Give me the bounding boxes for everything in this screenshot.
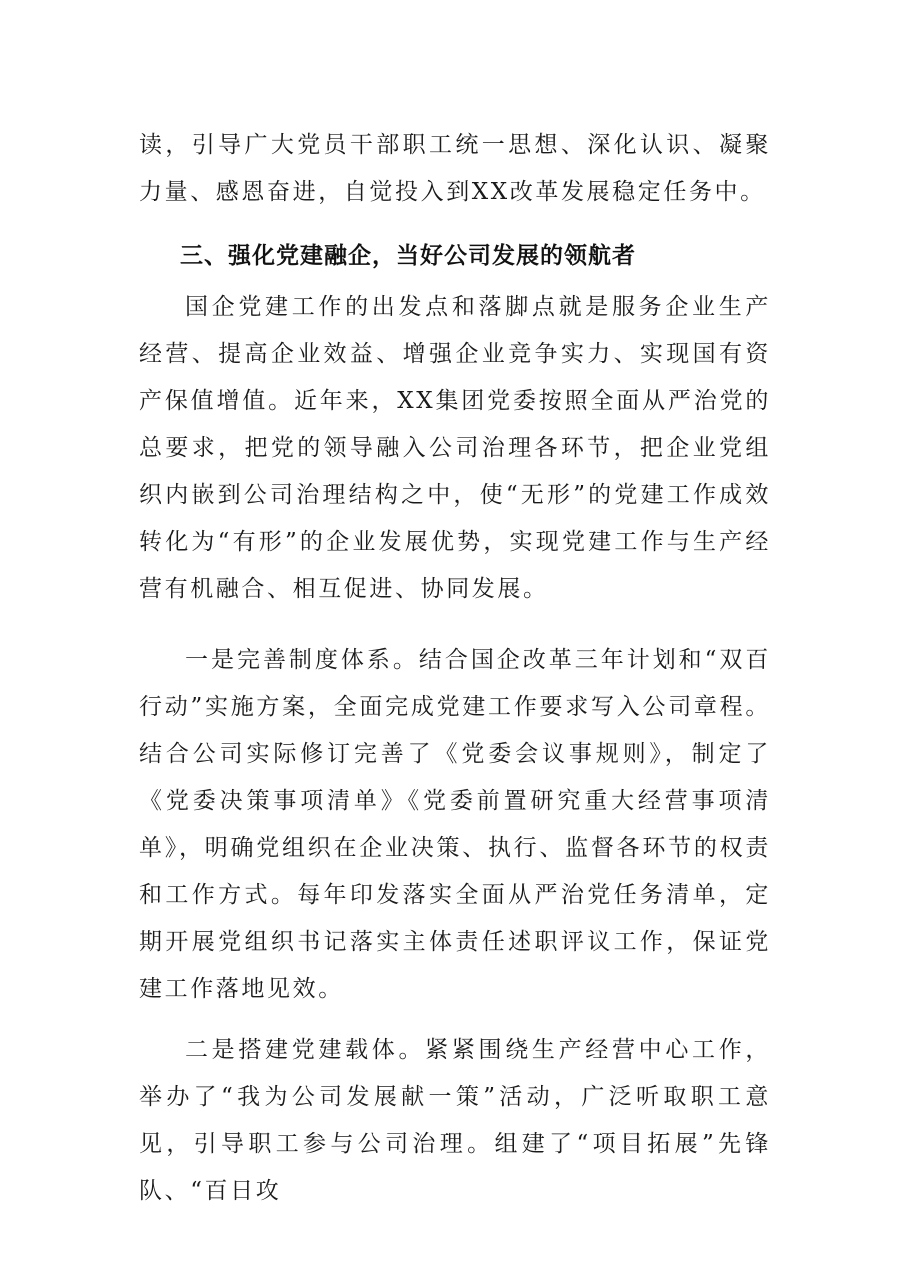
paragraph-carrier: 二是搭建党建载体。紧紧围绕生产经营中心工作，举办了“我为公司发展献一策”活动，广泛听取职工意见，引导职工参与公司治理。组建了“项目拓展”先锋队、“百日攻 — [139, 1037, 771, 1204]
paragraph-intro: 国企党建工作的出发点和落脚点就是服务企业生产经营、提高企业效益、增强企业竞争实力、实现国有资产保值增值。近年来，XX集团党委按照全面从严治党的总要求，把党的领导融入公司治理各环节，把企业党组织内嵌到公司治理结构之中，使“无形”的党建工作成效转化为“有形”的企业发展优势，实现党建工作与生产经营有机融合、相互促进、协同发展。 — [139, 294, 771, 602]
paragraph-carrier-block — [139, 1027, 771, 1215]
paragraph-intro-block — [139, 284, 771, 613]
paragraph-institution-block — [139, 637, 771, 1013]
paragraph-continuation-block — [139, 122, 771, 216]
section-heading: 三、强化党建融企，当好公司发展的领航者 — [180, 243, 636, 269]
paragraph-continuation: 读，引导广大党员干部职工统一思想、深化认识、凝聚力量、感恩奋进，自觉投入到XX改革发展稳定任务中。 — [139, 132, 771, 205]
paragraph-institution: 一是完善制度体系。结合国企改革三年计划和“双百行动”实施方案，全面完成党建工作要求写入公司章程。结合公司实际修订完善了《党委会议事规则》，制定了《党委决策事项清单》《党委前置研究重大经营事项清单》，明确党组织在企业决策、执行、监督各环节的权责和工作方式。每年印发落实全面从严治党任务清单，定期开展党组织书记落实主体责任述职评议工作，保证党建工作落地见效。 — [139, 647, 771, 1002]
